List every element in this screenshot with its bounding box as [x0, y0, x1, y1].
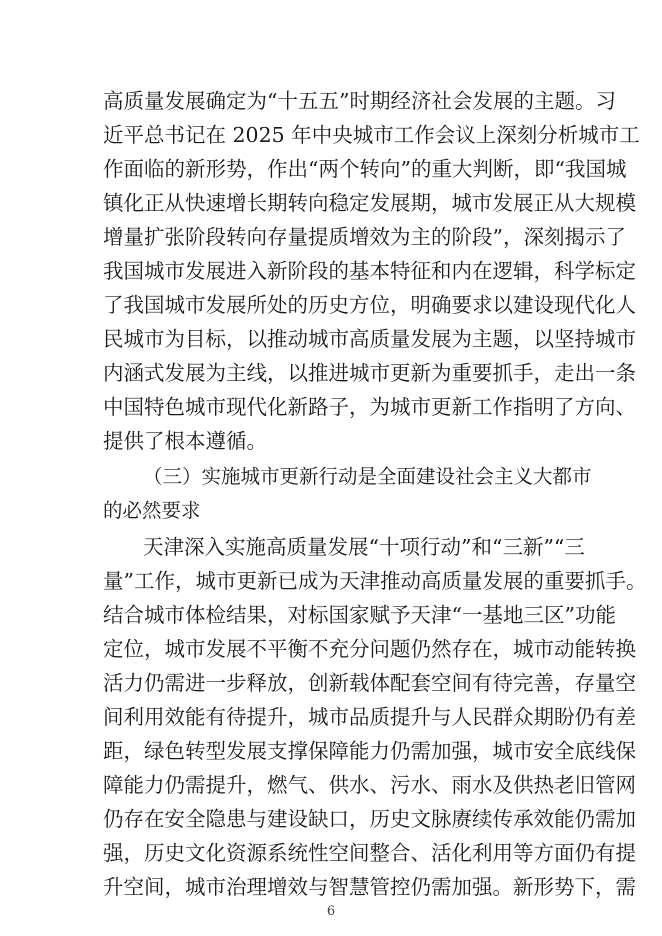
- paragraph-line: 提供了根本遵循。: [103, 429, 267, 453]
- paragraph-line: 作面临的新形势，作出“两个转向”的重大判断，即“我国城: [103, 157, 627, 181]
- paragraph-line: 活力仍需进一步释放，创新载体配套空间有待完善，存量空: [103, 671, 636, 695]
- paragraph-line: 量”工作，城市更新已成为天津推动高质量发展的重要抓手。: [103, 569, 647, 593]
- paragraph-line: 距，绿色转型发展支撑保障能力仍需加强，城市安全底线保: [103, 739, 636, 763]
- paragraph-line: 天津深入实施高质量发展“十项行动”和“三新”“三: [143, 535, 585, 559]
- paragraph-line: 高质量发展确定为“十五五”时期经济社会发展的主题。习: [103, 89, 616, 113]
- paragraph-line: 障能力仍需提升，燃气、供水、污水、雨水及供热老旧管网: [103, 773, 636, 797]
- paragraph-line: 仍存在安全隐患与建设缺口，历史文脉赓续传承效能仍需加: [103, 807, 636, 831]
- paragraph-line: 内涵式发展为主线，以推进城市更新为重要抓手，走出一条: [103, 361, 636, 385]
- section-heading: 的必然要求: [103, 499, 201, 522]
- section-heading: （三）实施城市更新行动是全面建设社会主义大都市: [143, 465, 592, 488]
- paragraph-line: 中国特色城市现代化新路子，为城市更新工作指明了方向、: [103, 395, 636, 419]
- paragraph-line: 了我国城市发展所处的历史方位，明确要求以建设现代化人: [103, 293, 636, 317]
- paragraph-line: 我国城市发展进入新阶段的基本特征和内在逻辑，科学标定: [103, 259, 636, 283]
- paragraph-line: 增量扩张阶段转向存量提质增效为主的阶段”，深刻揭示了: [103, 225, 626, 249]
- paragraph-line: 间利用效能有待提升，城市品质提升与人民群众期盼仍有差: [103, 705, 636, 729]
- paragraph-line: 镇化正从快速增长期转向稳定发展期，城市发展正从大规模: [103, 191, 636, 215]
- paragraph-line: 升空间，城市治理增效与智慧管控仍需加强。新形势下，需: [103, 875, 636, 899]
- paragraph-line: 结合城市体检结果，对标国家赋予天津“一基地三区”功能: [103, 603, 616, 627]
- page-number: 6: [326, 904, 336, 919]
- paragraph-line: 近平总书记在 2025 年中央城市工作会议上深刻分析城市工: [103, 123, 640, 147]
- paragraph-line: 民城市为目标，以推动城市高质量发展为主题，以坚持城市: [103, 327, 636, 351]
- paragraph-line: 定位，城市发展不平衡不充分问题仍然存在，城市动能转换: [103, 637, 636, 661]
- paragraph-line: 强，历史文化资源系统性空间整合、活化利用等方面仍有提: [103, 841, 636, 865]
